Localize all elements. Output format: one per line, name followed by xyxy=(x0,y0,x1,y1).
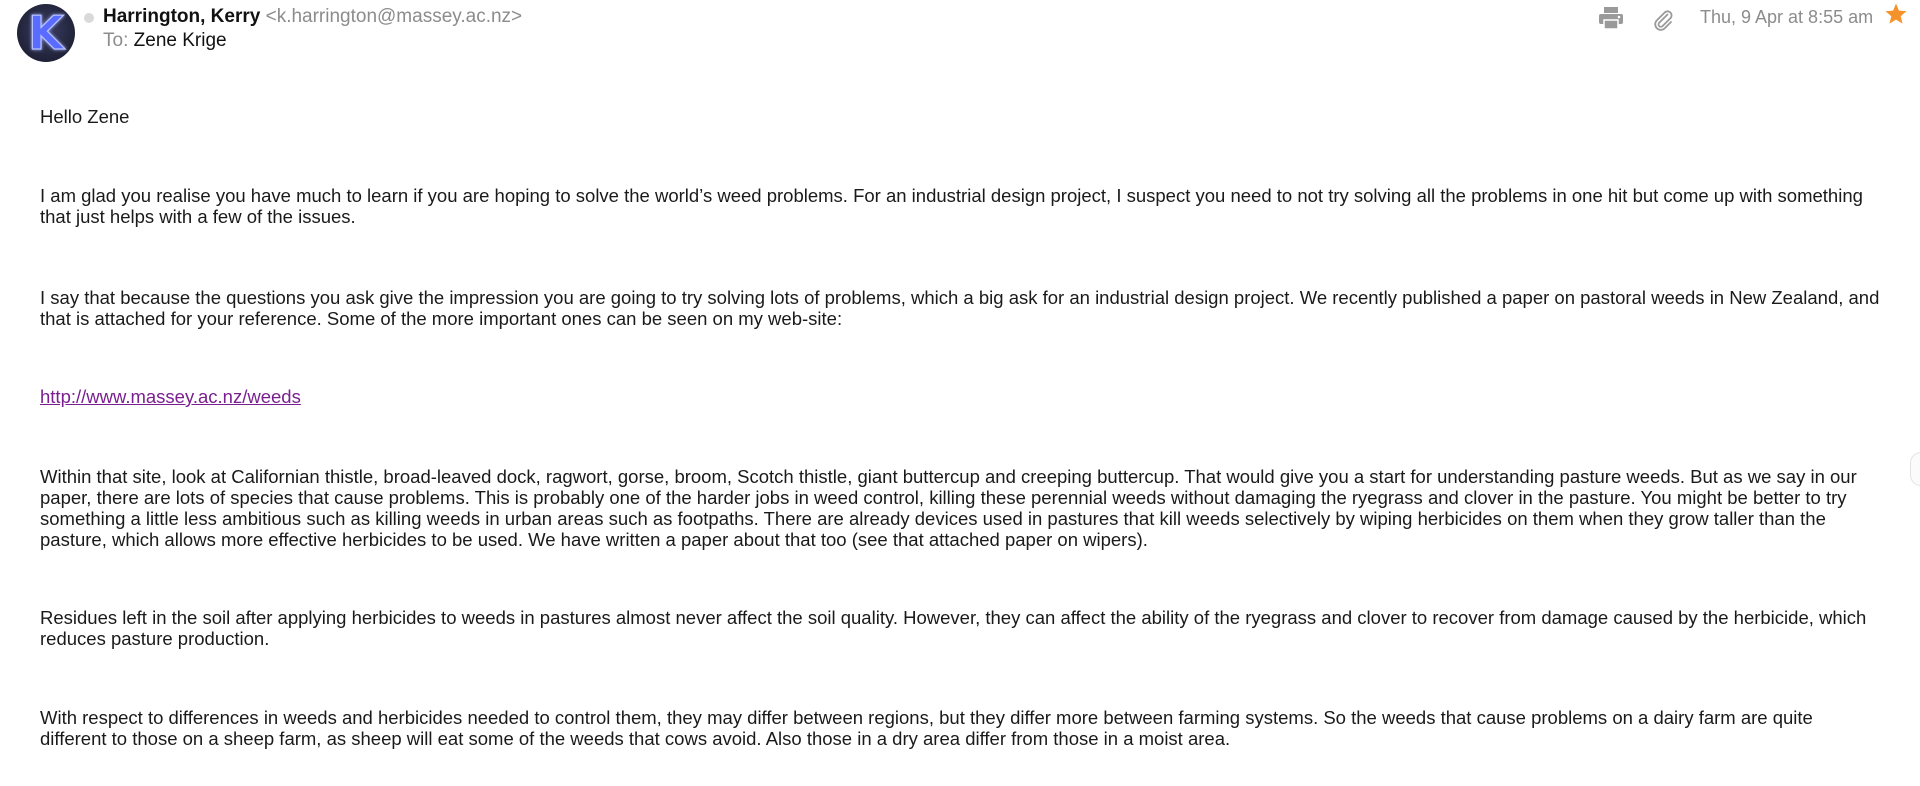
sender-line xyxy=(103,6,522,28)
star-icon[interactable] xyxy=(1884,2,1908,26)
print-icon[interactable] xyxy=(1597,5,1625,31)
message-header xyxy=(0,0,1920,70)
message-date: Thu, 9 Apr at 8:55 am xyxy=(1700,7,1874,27)
paragraph-4: Residues left in the soil after applying herbicides to weeds in pastures almost never affect the soil quality. However, they can affect the ability of the ryegrass and clover to recover from damage caused by the herbicide, which reduces pasture production. xyxy=(40,607,1867,649)
attachment-icon[interactable] xyxy=(1651,8,1675,32)
svg-text:K: K xyxy=(28,6,64,60)
paragraph-5: With respect to differences in weeds and herbicides needed to control them, they may differ between regions, but they differ more between farming systems. So the weeds that cause problems on a dairy farm are quite different to those on a sheep farm, as sheep will eat some of the weeds that cows avoid. Also those in a dry area differ from those in a moist area. xyxy=(40,707,1813,749)
link-paragraph xyxy=(40,386,1880,407)
sender-email[interactable]: <k.harrington@massey.ac.nz> xyxy=(265,6,523,27)
recipient-name[interactable]: Zene Krige xyxy=(133,30,227,51)
avatar-letter-graphic xyxy=(17,4,75,62)
presence-indicator xyxy=(84,13,94,23)
greeting: Hello Zene xyxy=(40,106,130,127)
side-panel-handle[interactable] xyxy=(1910,452,1920,486)
paragraph-3: Within that site, look at Californian thistle, broad-leaved dock, ragwort, gorse, broom, Scotch thistle, giant buttercup and creeping buttercup. That would give you a start for understanding pasture weeds. But as we say in our paper, there are lots of species that cause problems. This is probably one of the harder jobs in weed control, killing these perennial weeds without damaging the ryegrass and clover in the pasture. You might be better to try something a little less ambitious such as killing weeds in urban areas such as footpaths. There are already devices used in pastures that kill weeds selectively by wiping herbicides on them when they grow taller than the pasture, which allows more effective herbicides to be used. We have written a paper about that too (see that attached paper on wipers). xyxy=(40,466,1857,550)
to-label: To: xyxy=(103,30,129,51)
recipient-line xyxy=(103,30,227,52)
website-link[interactable]: http://www.massey.ac.nz/weeds xyxy=(40,386,301,407)
sender-avatar[interactable] xyxy=(17,4,75,62)
paragraph-2: I say that because the questions you ask give the impression you are going to try solving lots of problems, which a big ask for an industrial design project. We recently published a paper on pastoral weeds in New Zealand, and that is attached for your reference. Some of the more important ones can be seen on my web-site: xyxy=(40,287,1880,329)
paragraph-1: I am glad you realise you have much to learn if you are hoping to solve the world’s weed problems. For an industrial design project, I suspect you need to not try solving all the problems in one hit but come up with something that just helps with a few of the issues. xyxy=(40,185,1863,227)
sender-name[interactable]: Harrington, Kerry xyxy=(103,6,261,27)
